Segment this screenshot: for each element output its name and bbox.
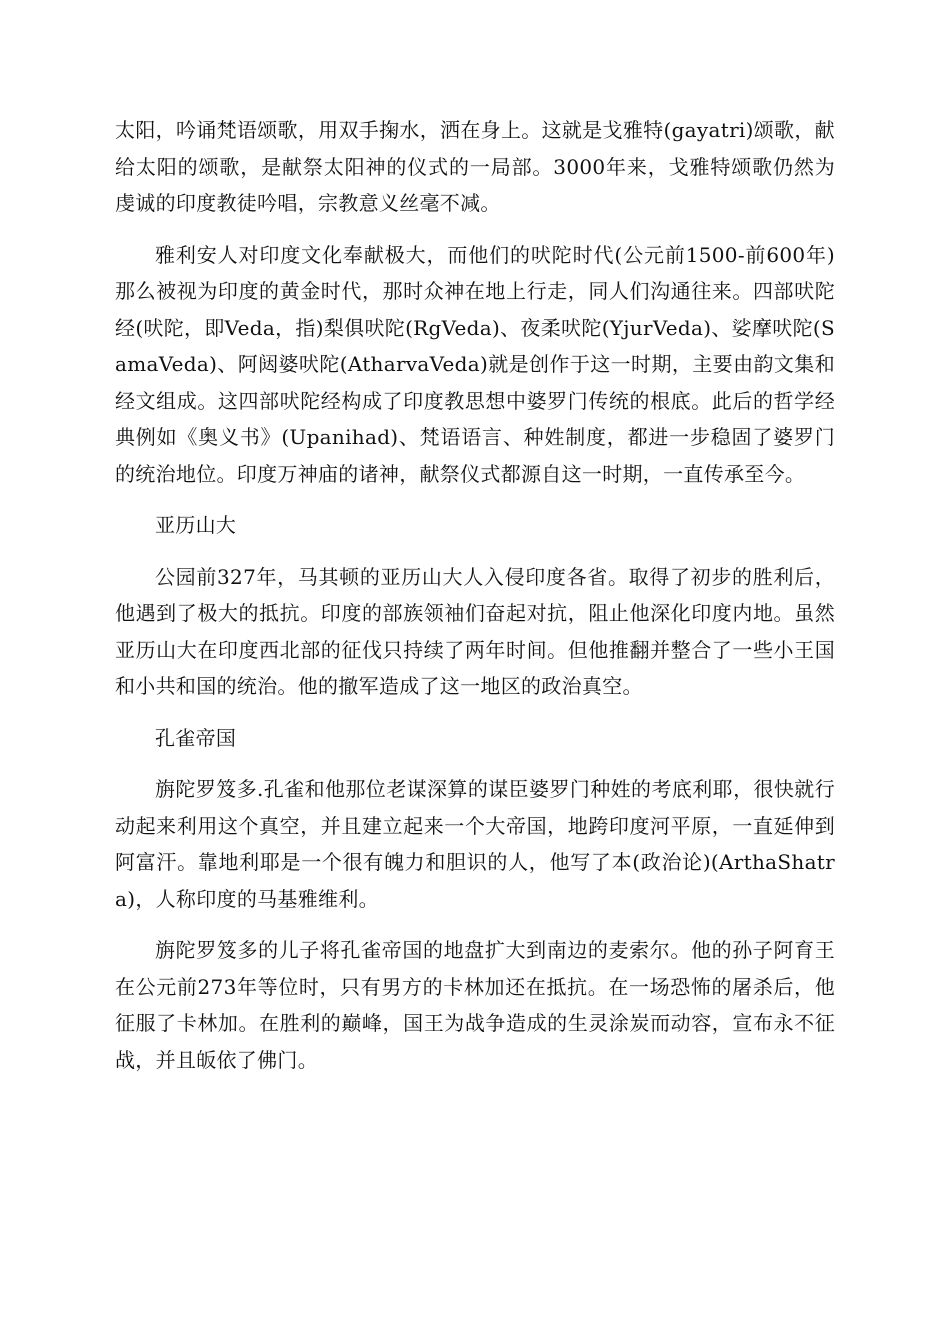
paragraph-ashoka: 旃陀罗笈多的儿子将孔雀帝国的地盘扩大到南边的麦索尔。他的孙子阿育王在公元前273年等位时，只有男方的卡林加还在抵抗。在一场恐怖的屠杀后，他征服了卡林加。在胜利的巅峰，国王为战争造成的生灵涂炭而动容，宣布永不征战，并且皈依了佛门。 [115, 938, 835, 1072]
section-heading-alexander: 亚历山大 [155, 513, 237, 537]
paragraph-chandragupta: 旃陀罗笈多.孔雀和他那位老谋深算的谋臣婆罗门种姓的考底利耶，很快就行动起来利用这个真空，并且建立起来一个大帝国，地跨印度河平原，一直延伸到阿富汗。靠地利耶是一个很有魄力和胆识的人，他写了本(政治论)(ArthaShatra)，人称印度的马基雅维利。 [115, 777, 835, 911]
paragraph-gayatri: 太阳，吟诵梵语颂歌，用双手掬水，洒在身上。这就是戈雅特(gayatri)颂歌，献给太阳的颂歌，是献祭太阳神的仪式的一局部。3000年来，戈雅特颂歌仍然为虔诚的印度教徒吟唱，宗教意义丝毫不减。 [115, 118, 835, 215]
paragraph-alexander: 公园前327年，马其顿的亚历山大人入侵印度各省。取得了初步的胜利后，他遇到了极大的抵抗。印度的部族领袖们奋起对抗，阻止他深化印度内地。虽然亚历山大在印度西北部的征伐只持续了两年时间。但他推翻并整合了一些小王国和小共和国的统治。他的撤军造成了这一地区的政治真空。 [115, 564, 835, 698]
document-page [115, 112, 835, 1093]
section-heading-maurya: 孔雀帝国 [155, 725, 237, 750]
paragraph-vedic-period: 雅利安人对印度文化奉献极大，而他们的吠陀时代(公元前1500-前600年)那么被视为印度的黄金时代，那时众神在地上行走，同人们沟通往来。四部吠陀经(吠陀，即Veda，指)梨俱吠陀(RgVeda)、夜柔吠陀(YjurVeda)、娑摩吠陀(SamaVeda)、阿闼婆吠陀(AtharvaVeda)就是创作于这一时期，主要由韵文集和经文组成。这四部吠陀经构成了印度教思想中婆罗门传统的根底。此后的哲学经典例如《奥义书》(Upanihad)、梵语语言、种姓制度，都进一步稳固了婆罗门的统治地位。印度万神庙的诸神，献祭仪式都源自这一时期，一直传承至今。 [115, 242, 835, 486]
